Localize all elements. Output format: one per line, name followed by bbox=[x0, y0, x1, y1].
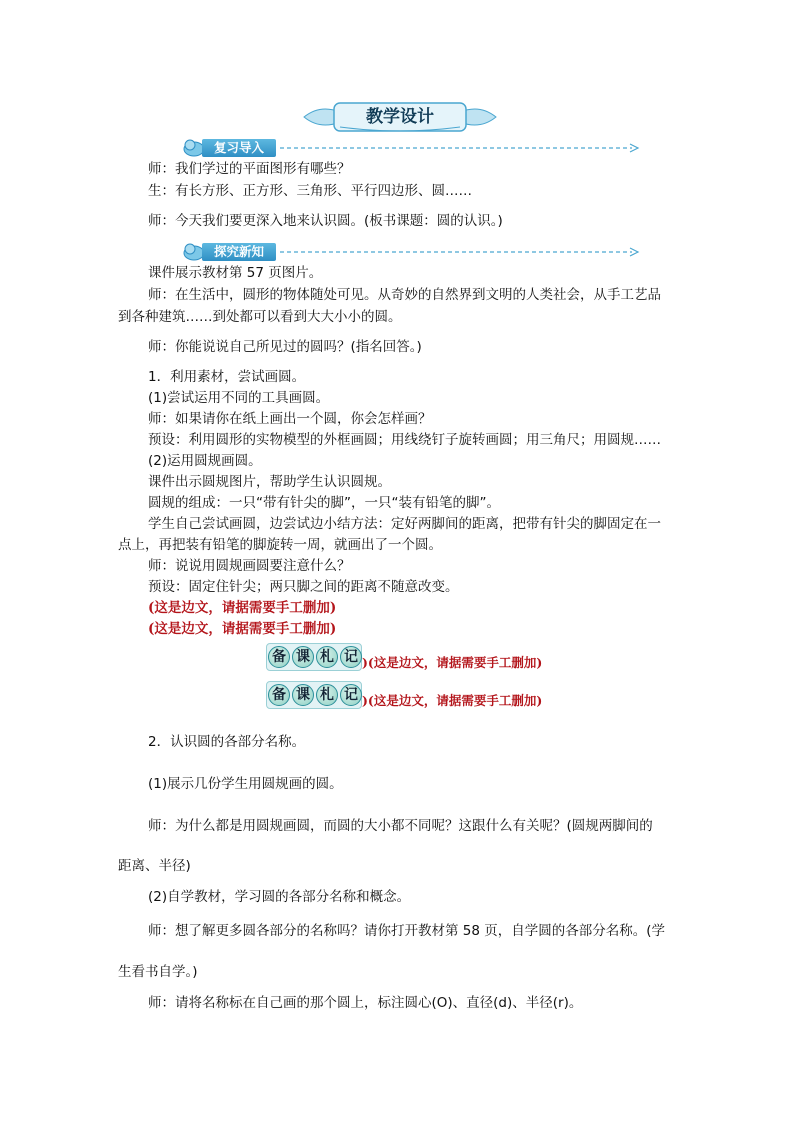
section-review-label: 复习导入 bbox=[202, 139, 276, 157]
text-line: (2)运用圆规画圆。 bbox=[148, 453, 262, 469]
margin-note: (这是边文，请据需要手工删加) bbox=[148, 621, 337, 637]
text-line: 学生自己尝试画圆，边尝试边小结方法：定好两脚间的距离，把带有针尖的脚固定在一 bbox=[148, 516, 661, 532]
text-line: 师：如果请你在纸上画出一个圆，你会怎样画？ bbox=[148, 411, 432, 427]
badge-char: 记 bbox=[340, 646, 362, 668]
badge-char: 课 bbox=[292, 646, 314, 668]
text-line: 课件出示圆规图片，帮助学生认识圆规。 bbox=[148, 474, 391, 490]
dashed-arrow bbox=[280, 247, 642, 257]
badge-char: 课 bbox=[292, 684, 314, 706]
dashed-arrow bbox=[280, 143, 642, 153]
badge-char: 札 bbox=[316, 646, 338, 668]
page-title: 教学设计 bbox=[366, 107, 434, 127]
text-line: 生看书自学。) bbox=[118, 964, 198, 980]
badge-char: 备 bbox=[268, 646, 290, 668]
text-line: 师：今天我们要更深入地来认识圆。(板书课题：圆的认识。) bbox=[148, 213, 503, 229]
badge-char: 札 bbox=[316, 684, 338, 706]
badge-char: 备 bbox=[268, 684, 290, 706]
badge-char: 记 bbox=[340, 684, 362, 706]
text-line: 到各种建筑……到处都可以看到大大小小的圆。 bbox=[118, 309, 402, 325]
lesson-notes-badge bbox=[266, 684, 566, 708]
text-line: 点上，再把装有铅笔的脚旋转一周，就画出了一个圆。 bbox=[118, 537, 442, 553]
text-line: 课件展示教材第 57 页图片。 bbox=[148, 265, 323, 281]
text-line: 生：有长方形、正方形、三角形、平行四边形、圆…… bbox=[148, 183, 472, 199]
text-line: (2)自学教材，学习圆的各部分名称和概念。 bbox=[148, 889, 411, 905]
text-line: 2．认识圆的各部分名称。 bbox=[148, 734, 306, 750]
text-line: (1)尝试运用不同的工具画圆。 bbox=[148, 390, 330, 406]
text-line: 师：为什么都是用圆规画圆，而圆的大小都不同呢？这跟什么有关呢？(圆规两脚间的 bbox=[148, 818, 653, 834]
section-explore-header bbox=[182, 243, 642, 261]
margin-note: )(这是边文，请据需要手工删加) bbox=[362, 655, 543, 670]
text-line: 师：我们学过的平面图形有哪些？ bbox=[148, 161, 351, 177]
section-explore-label: 探究新知 bbox=[202, 243, 276, 261]
text-line: 距离、半径) bbox=[118, 858, 191, 874]
lesson-notes-badge bbox=[266, 646, 566, 670]
text-line: 预设：固定住针尖；两只脚之间的距离不随意改变。 bbox=[148, 579, 459, 595]
text-line: 师：在生活中，圆形的物体随处可见。从奇妙的自然界到文明的人类社会，从手工艺品 bbox=[148, 287, 661, 303]
text-line: 预设：利用圆形的实物模型的外框画圆；用线绕钉子旋转画圆；用三角尺；用圆规…… bbox=[148, 432, 661, 448]
text-line: 师：想了解更多圆各部分的名称吗？请你打开教材第 58 页，自学圆的各部分名称。(学 bbox=[148, 923, 666, 939]
text-line: 师：说说用圆规画圆要注意什么？ bbox=[148, 558, 351, 574]
text-line: 圆规的组成：一只“带有针尖的脚”，一只“装有铅笔的脚”。 bbox=[148, 495, 500, 511]
text-line: (1)展示几份学生用圆规画的圆。 bbox=[148, 776, 343, 792]
text-line: 1．利用素材，尝试画圆。 bbox=[148, 369, 306, 385]
text-line: 师：请将名称标在自己画的那个圆上，标注圆心(O)、直径(d)、半径(r)。 bbox=[148, 995, 583, 1011]
margin-note: )(这是边文，请据需要手工删加) bbox=[362, 693, 543, 708]
margin-note: (这是边文，请据需要手工删加) bbox=[148, 600, 337, 616]
section-review-header bbox=[182, 139, 642, 157]
text-line: 师：你能说说自己所见过的圆吗？(指名回答。) bbox=[148, 339, 422, 355]
